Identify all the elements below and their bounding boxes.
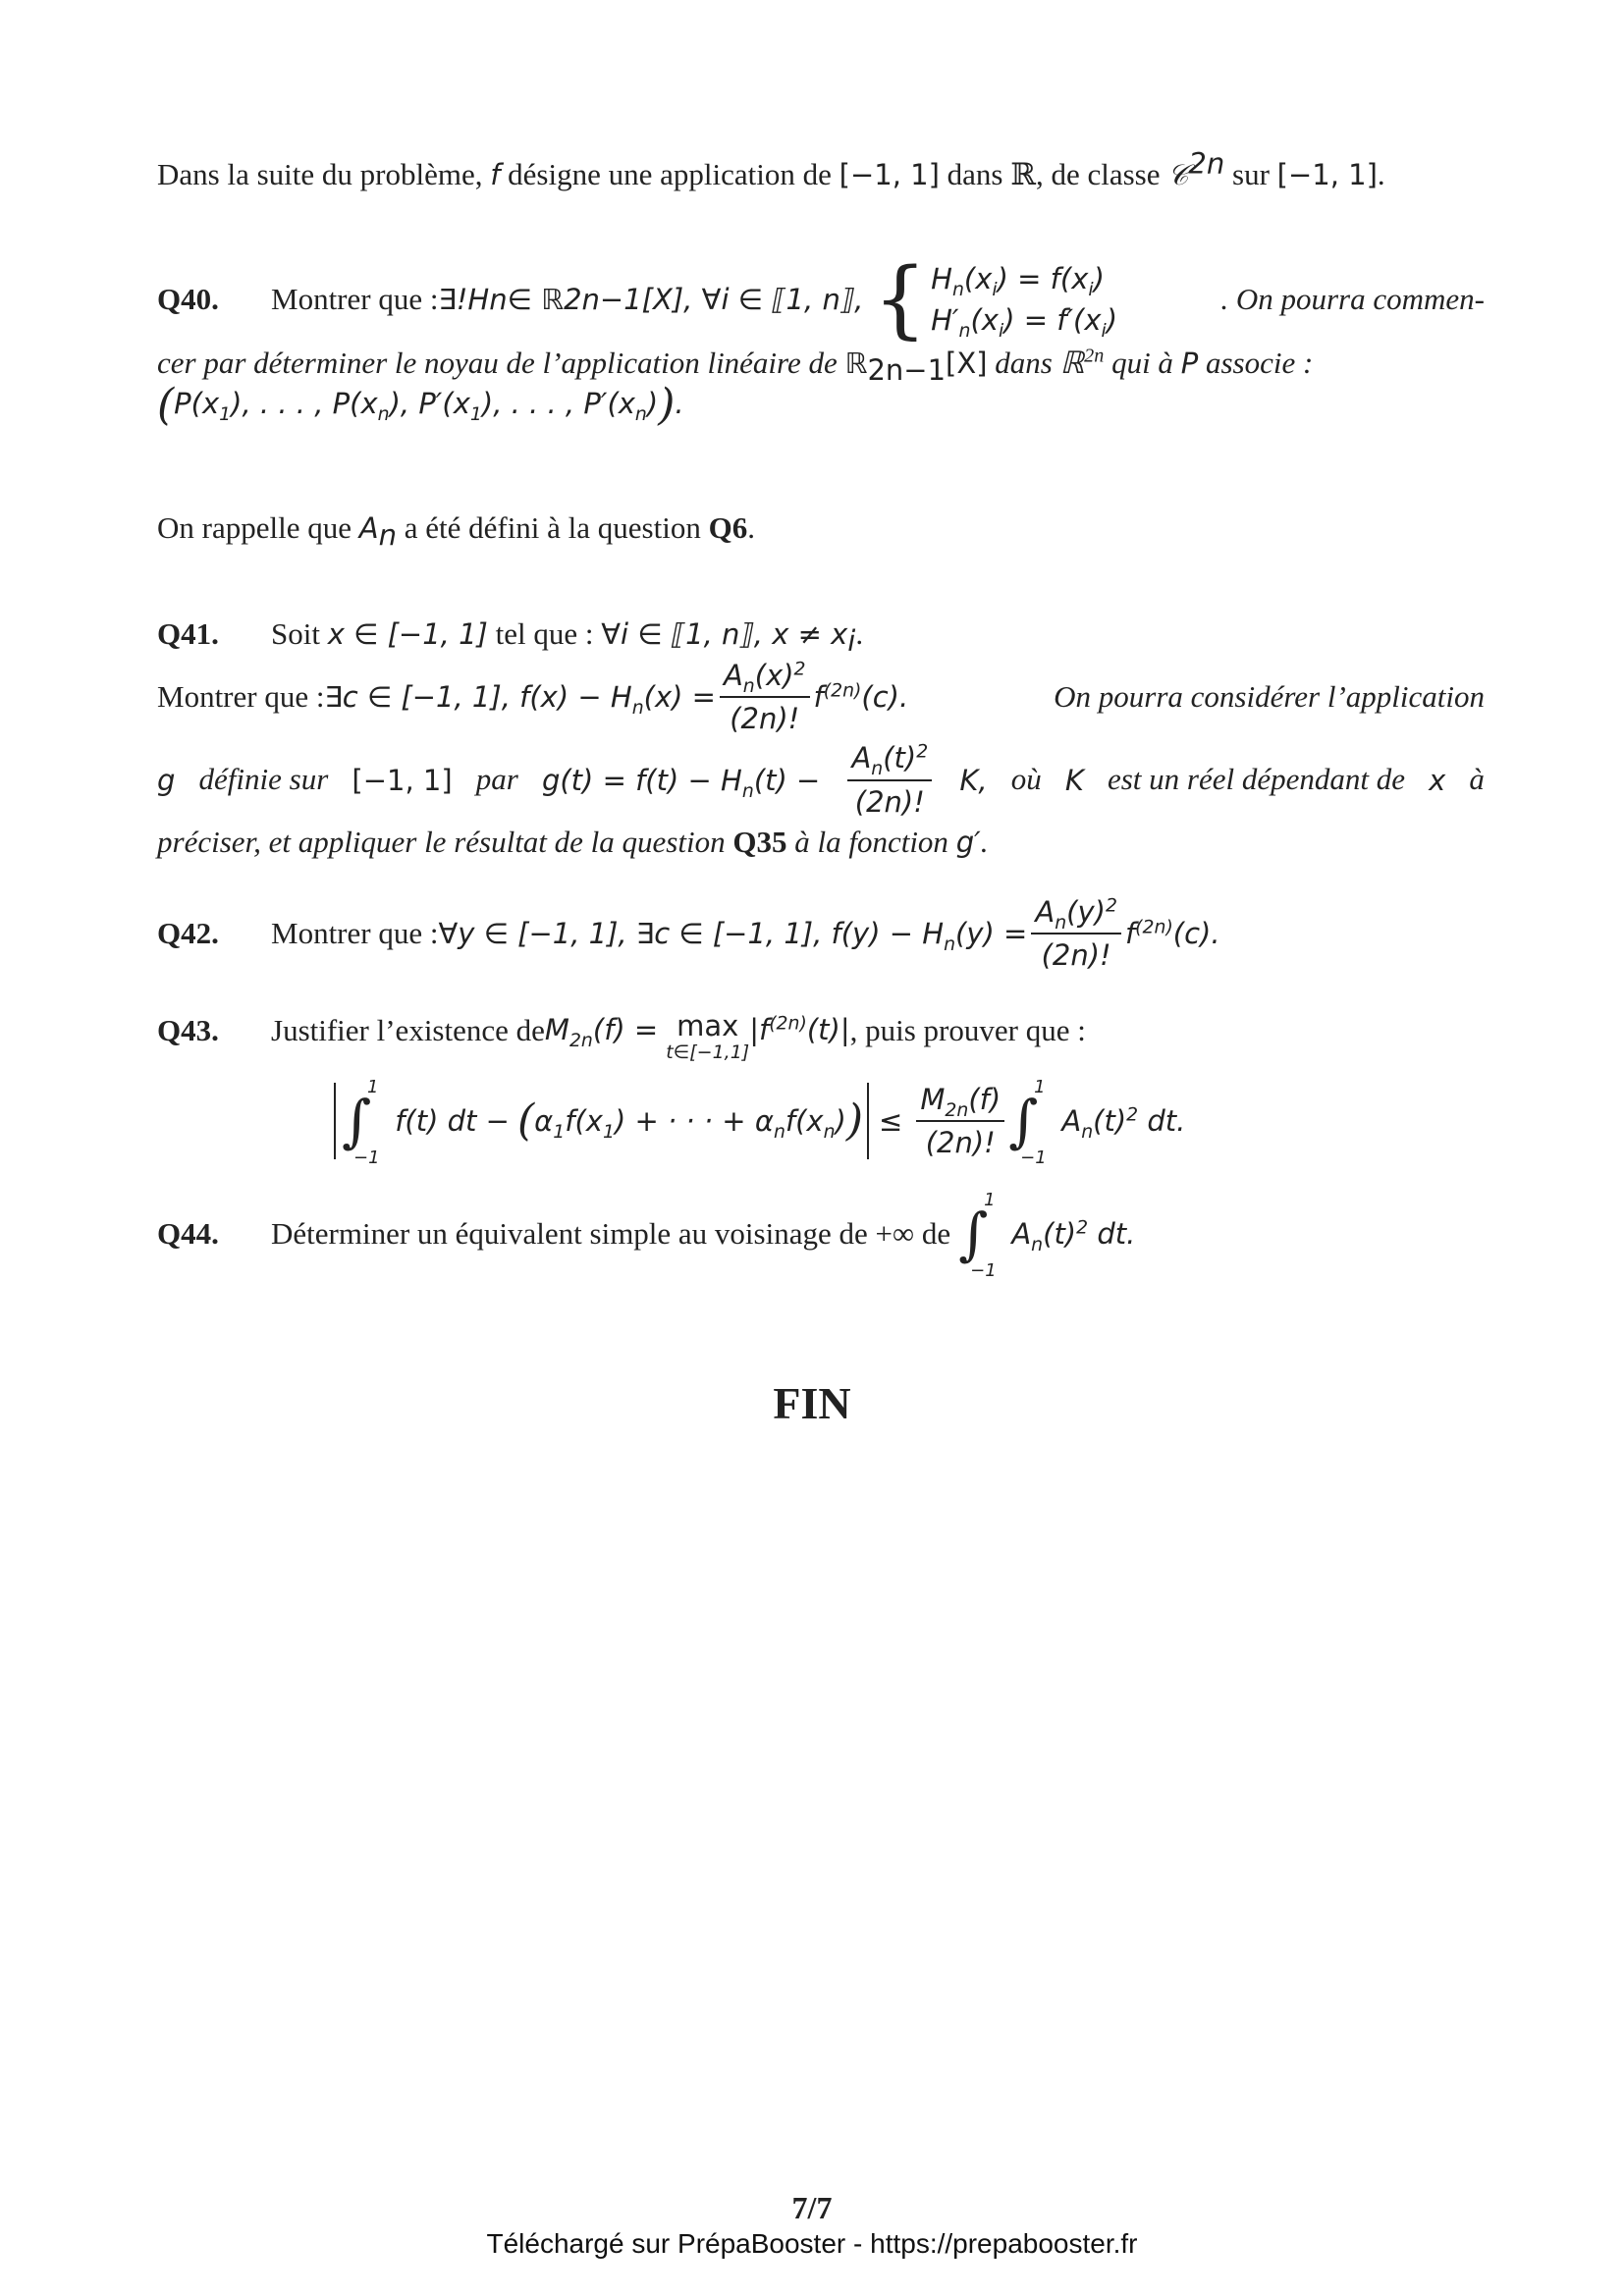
question-label: Q44. (157, 1215, 219, 1251)
math-expression: [−1, 1] (352, 763, 453, 797)
question-label: Q42. (157, 915, 219, 950)
math-expression: K (1064, 763, 1084, 797)
math-expression: 2n−1 (867, 353, 947, 388)
integral-icon: ∫ 1 −1 (342, 1077, 380, 1169)
abs-bar (867, 1083, 869, 1159)
page-number: 7/7 (791, 2190, 833, 2225)
fraction-denominator: (2n)! (1041, 938, 1111, 973)
fraction-numerator: $M_{2n}(f)$ (916, 1081, 1004, 1122)
intro-text: dans ℝ, de classe (939, 157, 1168, 191)
fraction (916, 1081, 1004, 1162)
hint-text: On pourra considérer l’application (1054, 678, 1485, 714)
fraction-denominator: (2n)! (854, 784, 925, 819)
hint-text: dans ℝ (987, 346, 1085, 380)
question-text: , puis prouver que : (849, 1013, 1086, 1047)
integral-lower: −1 (353, 1148, 380, 1169)
math-expression: x ∈ [−1, 1] (327, 617, 488, 651)
hint-text: . (980, 824, 989, 859)
fraction-numerator: $A_n(y)^2$ (1031, 893, 1121, 934)
question-label: Q40. (157, 281, 219, 316)
question-text: Montrer que : (271, 281, 439, 316)
fraction (1031, 893, 1121, 975)
question-label: Q41. (157, 616, 219, 651)
math-expression: $A_n(t)^2$ dt. (1011, 1216, 1136, 1255)
math-expression: $f^{(2n)}(c)$. (1124, 917, 1220, 951)
question-41 (157, 614, 1485, 863)
math-expression: n (378, 518, 397, 553)
integral-upper: 1 (367, 1077, 379, 1098)
max-label: max (677, 1009, 739, 1042)
intro-text: désigne une application de (500, 157, 839, 191)
question-text: tel que : (487, 616, 602, 651)
inequality (334, 1077, 1485, 1169)
intro-math: f (490, 158, 501, 191)
math-expression: ℝ (844, 347, 868, 380)
question-text: Déterminer un équivalent simple au voisinage de +∞ de (271, 1215, 951, 1251)
paren-icon: ) (845, 1095, 864, 1147)
max-subscript: t∈[−1,1] (666, 1041, 750, 1063)
intro-text: . (1377, 157, 1385, 191)
question-text: Montrer que : (271, 915, 439, 950)
math-expression: ≤ (879, 1103, 903, 1138)
intro-math: 2n (1188, 146, 1225, 181)
question-44 (157, 1190, 1485, 1281)
math-expression: A (358, 511, 379, 545)
fraction-numerator: $A_n(x)^2$ (720, 657, 810, 698)
math-expression: i (847, 624, 856, 659)
math-expression: $f^{(2n)}(c)$. (813, 680, 909, 715)
question-42 (157, 893, 1485, 975)
recall-text: . (747, 510, 755, 545)
math-expression: K, (959, 763, 988, 797)
paren-icon: ( (157, 379, 175, 430)
math-expression: $M_{2n}(f)$ = (544, 1013, 659, 1051)
math-expression: . (675, 386, 684, 420)
recall-text: On rappelle que (157, 510, 359, 545)
system-line: $H_n(x_i) = f(x_i)$ (931, 261, 1105, 300)
download-footer: Téléchargé sur PrépaBooster - https://prepabooster.fr (486, 2228, 1138, 2259)
fraction-denominator: (2n)! (925, 1126, 996, 1160)
intro-text: sur (1224, 157, 1277, 191)
intro-paragraph (157, 146, 1485, 195)
question-label: Q43. (157, 1013, 219, 1047)
math-expression: $\alpha_1f(x_1)$ + · · · + $\alpha_nf(x_n)$ (534, 1103, 846, 1143)
recall-paragraph (157, 508, 1485, 553)
question-text: Soit (271, 616, 328, 651)
question-reference: Q6 (708, 510, 748, 545)
math-expression: ∀i ∈ ⟦1, n⟧, x ≠ x (601, 617, 848, 651)
math-expression: ∀y ∈ [−1, 1], ∃c ∈ [−1, 1], $f(y) - H_n(y)$ = (438, 917, 1028, 955)
integral-lower: −1 (970, 1260, 997, 1281)
question-40: Q40. Montrer que : ∃!H n ∈ ℝ 2n−1 [X], ∀i ∈ ⟦1, n⟧, { $H_n(x_i) = f(x_i)$ $H'_n(x_i) = f'(x_i)$ . On pourra commen- cer par déterminer le noyau de l’application linéaire de ℝ$_{2n-1}$[X] dans ℝ$^{2n}$ qui à P associe : ($P(x_1)$, . . . , $P(x_n)$, $P'(x_1)$, . . . , $P'(x_n)$). (157, 250, 1485, 430)
intro-math: [−1, 1] (839, 158, 940, 191)
intro-math: 𝒞 (1167, 158, 1189, 191)
fraction-numerator: $A_n(t)^2$ (847, 739, 932, 780)
integral-upper: 1 (984, 1190, 996, 1210)
math-expression: x (1429, 763, 1446, 797)
math-expression: ∈ ℝ (507, 282, 565, 316)
intro-math: [−1, 1] (1276, 158, 1378, 191)
math-expression: $P(x_1)$, . . . , $P(x_n)$, $P'(x_1)$, . . . , $P'(x_n)$ (174, 386, 659, 425)
fraction (847, 739, 932, 821)
math-expression: [X], ∀i ∈ ⟦1, n⟧, (641, 282, 864, 316)
fraction-denominator: (2n)! (730, 702, 800, 736)
equation-system (873, 250, 1118, 348)
integral-upper: 1 (1034, 1077, 1046, 1098)
fraction (720, 657, 810, 738)
math-expression: $A_n(t)^2$ dt. (1061, 1103, 1186, 1143)
question-text: Justifier l’existence de (271, 1013, 545, 1047)
question-reference: Q35 (732, 824, 787, 859)
abs-bar (334, 1083, 336, 1159)
recall-text: a été défini à la question (396, 510, 709, 545)
integral-icon: ∫ 1 −1 (958, 1190, 997, 1281)
hint-text: qui à (1104, 346, 1181, 380)
hint-text: associe : (1198, 346, 1314, 380)
hint-text: est un réel dépendant de (1107, 762, 1405, 797)
hint-text: préciser, et appliquer le résultat de la question (157, 824, 733, 859)
hint-text: par (475, 762, 518, 797)
math-expression: $|f^{(2n)}(t)|$ (749, 1013, 850, 1046)
hint-text: à (1469, 762, 1485, 797)
math-expression: f(t) dt − (395, 1103, 510, 1138)
hint-text: définie sur (198, 762, 329, 797)
math-expression: [X] (946, 347, 988, 380)
math-expression: $g(t) = f(t) - H_n(t)$ − (541, 763, 821, 802)
integral-icon: ∫ 1 −1 (1008, 1077, 1047, 1169)
math-expression: ∃c ∈ [−1, 1], $f(x) - H_n(x)$ = (324, 680, 716, 719)
question-43 (157, 1009, 1485, 1169)
math-expression: g (157, 763, 176, 797)
math-expression: P (1180, 347, 1199, 380)
paren-icon: ) (658, 379, 676, 430)
brace-icon: { (873, 250, 928, 348)
hint-text: où (1010, 762, 1042, 797)
hint-text: . On pourra commen- (1220, 281, 1485, 316)
hint-text: cer par déterminer le noyau de l’application linéaire de (157, 346, 845, 380)
question-text: Montrer que : (157, 678, 325, 714)
end-marker: FIN (773, 1378, 851, 1428)
system-line: $H'_n(x_i) = f'(x_i)$ (931, 303, 1118, 342)
question-text: . (855, 616, 864, 651)
math-expression: 2n (1084, 345, 1105, 367)
hint-text: à la fonction (786, 824, 956, 859)
integral-lower: −1 (1020, 1148, 1047, 1169)
max-operator (666, 1011, 749, 1063)
math-expression: ∃!H (438, 282, 490, 316)
math-expression: g′ (955, 825, 981, 859)
paren-icon: ( (516, 1095, 535, 1147)
intro-text: Dans la suite du problème, (157, 157, 491, 191)
